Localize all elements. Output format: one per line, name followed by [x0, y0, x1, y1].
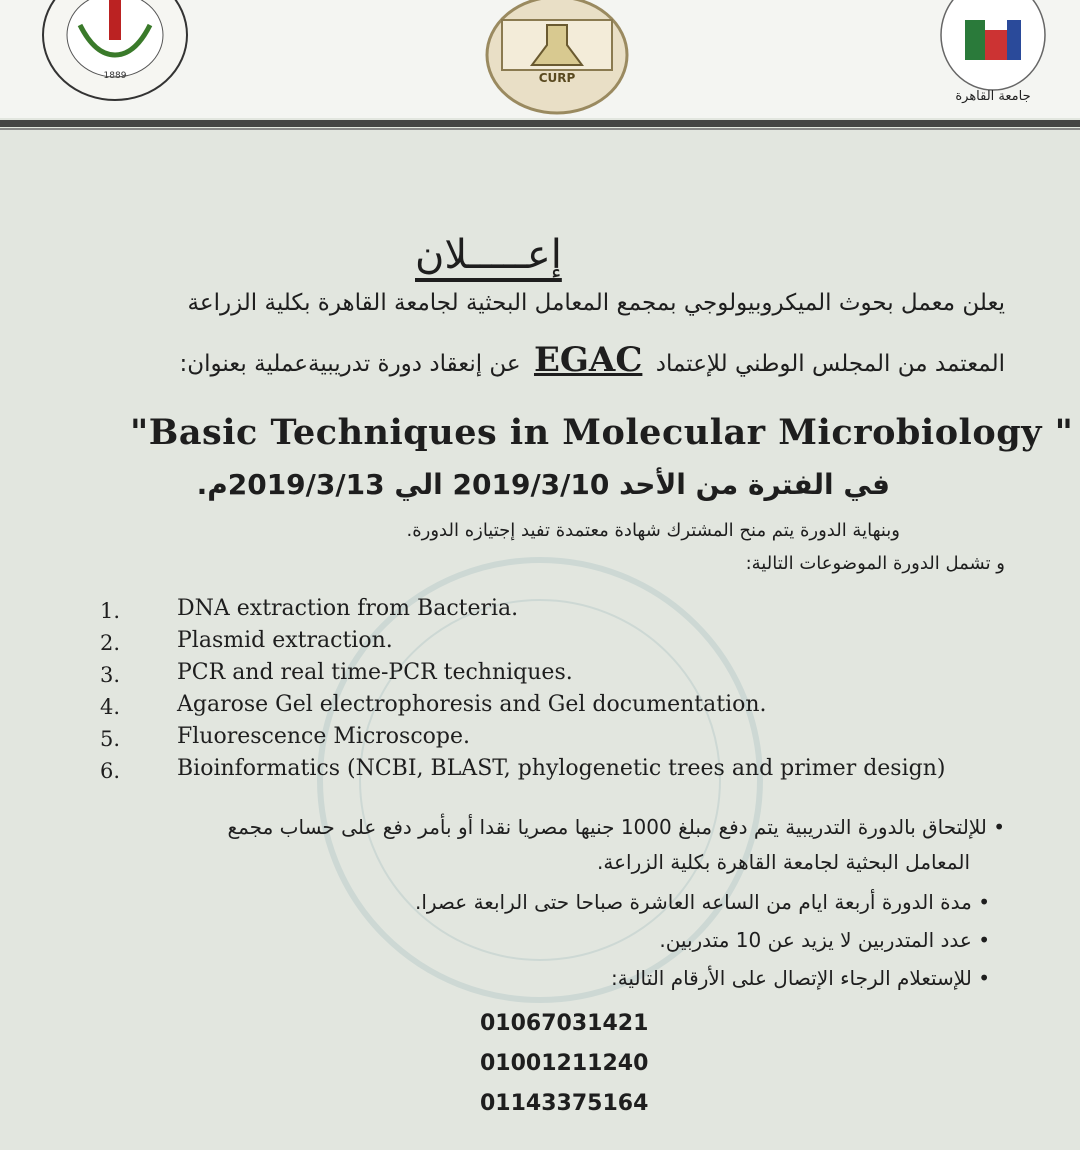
topic-number: 3.: [100, 663, 121, 687]
svg-text:1889: 1889: [103, 71, 127, 81]
topic-number: 5.: [100, 727, 121, 751]
bullet-text: مدة الدورة أربعة ايام من الساعه العاشرة صباحا حتى الرابعة عصرا.: [414, 890, 972, 914]
announcement-title: إعـــــلان: [415, 232, 562, 278]
topics-intro: و تشمل الدورة الموضوعات التالية:: [745, 553, 1005, 574]
bullet-capacity: • عدد المتدربين لا يزيد عن 10 متدربين.: [659, 928, 990, 952]
phone-number: 01067031421: [480, 1011, 649, 1036]
bullet-text: عدد المتدربين لا يزيد عن 10 متدربين.: [659, 928, 972, 952]
intro-line-2: [179, 340, 1005, 380]
curp-logo: [482, 0, 632, 115]
course-title: "Basic Techniques in Molecular Microbiology ": [130, 412, 1074, 453]
bullet-text: للإلتحاق بالدورة التدريبية يتم دفع مبلغ 1000 جنيها مصريا نقدا أو بأمر دفع على حساب مجمع: [227, 815, 987, 839]
topic-item: Plasmid extraction.: [177, 628, 393, 653]
letterhead-divider: [0, 120, 1080, 127]
bullet-fee-cont: المعامل البحثية لجامعة القاهرة بكلية الزراعة.: [597, 850, 970, 874]
certificate-note: وبنهاية الدورة يتم منح المشترك شهادة معتمدة تفيد إجتيازه الدورة.: [406, 520, 900, 541]
svg-text:CURP: CURP: [538, 71, 576, 85]
topic-item: Fluorescence Microscope.: [177, 724, 470, 749]
phone-number: 01001211240: [480, 1051, 649, 1076]
phone-number: 01143375164: [480, 1091, 649, 1116]
letterhead-divider-thin: [0, 128, 1080, 130]
svg-text:جامعة القاهرة: جامعة القاهرة: [955, 89, 1031, 104]
topic-number: 1.: [100, 599, 121, 623]
course-dates: في الفترة من الأحد 2019/3/10 الي 2019/3/13م.: [196, 468, 890, 501]
topic-number: 2.: [100, 631, 121, 655]
intro-line-1: يعلن معمل بحوث الميكروبيولوجي بمجمع المعامل البحثية لجامعة القاهرة بكلية الزراعة: [187, 290, 1005, 316]
topic-item: DNA extraction from Bacteria.: [177, 596, 519, 621]
bullet-text: للإستعلام الرجاء الإتصال على الأرقام التالية:: [610, 966, 972, 990]
topic-number: 6.: [100, 759, 121, 783]
egac-accreditation: EGAC: [533, 340, 643, 380]
topic-item: PCR and real time-PCR techniques.: [177, 660, 573, 685]
topic-number: 4.: [100, 695, 121, 719]
bullet-duration: • مدة الدورة أربعة ايام من الساعه العاشرة صباحا حتى الرابعة عصرا.: [414, 890, 990, 914]
national-authority-quality-logo: [35, 0, 195, 105]
bullet-fee: • للإلتحاق بالدورة التدريبية يتم دفع مبلغ 1000 جنيها مصريا نقدا أو بأمر دفع على حساب مجمع: [227, 815, 1005, 839]
intro-line-2-a: المعتمد من المجلس الوطني للإعتماد: [655, 351, 1005, 377]
bullet-contact: • للإستعلام الرجاء الإتصال على الأرقام التالية:: [610, 966, 990, 990]
cairo-university-logo: [935, 0, 1055, 110]
topic-item: Bioinformatics (NCBI, BLAST, phylogenetic trees and primer design): [177, 756, 946, 781]
topic-item: Agarose Gel electrophoresis and Gel documentation.: [177, 692, 767, 717]
intro-line-2-b: عن إنعقاد دورة تدريبيةعملية بعنوان:: [179, 351, 521, 377]
